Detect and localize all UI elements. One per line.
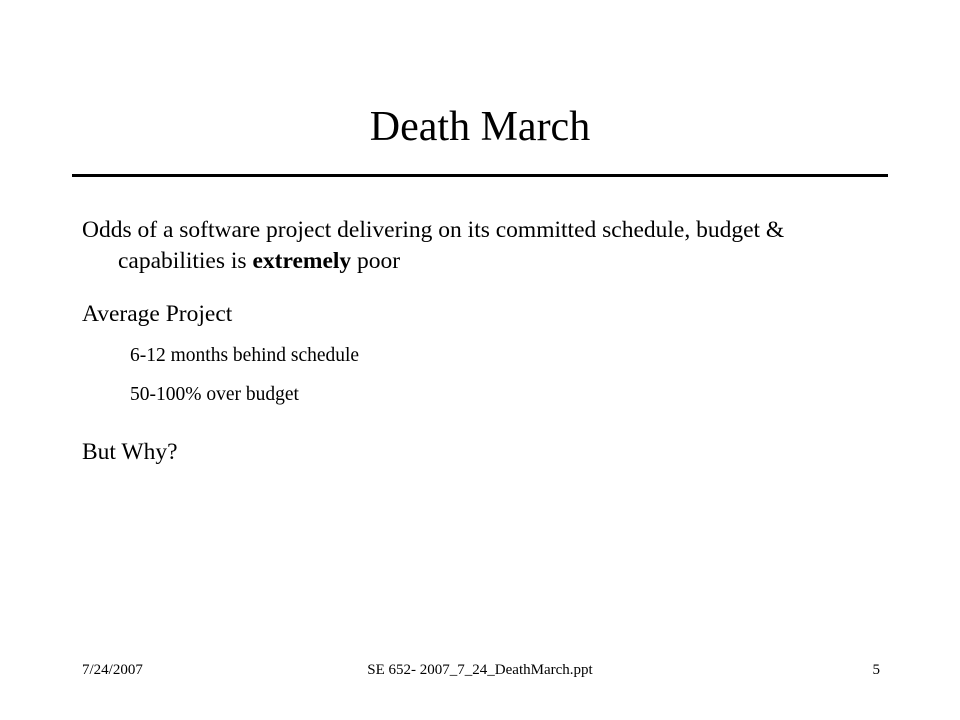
footer-page-number: 5 xyxy=(872,662,880,678)
title-divider xyxy=(72,174,888,177)
slide-title: Death March xyxy=(369,104,591,150)
bullet-odds xyxy=(82,215,892,277)
sub-bullet-budget: 50-100% over budget xyxy=(130,384,299,405)
footer-filename: SE 652- 2007_7_24_DeathMarch.ppt xyxy=(367,662,593,678)
bullet-but-why: But Why? xyxy=(82,439,178,465)
bullet-odds-line1: Odds of a software project delivering on its committed schedule, budget & xyxy=(82,217,785,243)
sub-bullet-schedule: 6-12 months behind schedule xyxy=(130,345,360,366)
bullet-odds-suffix: poor xyxy=(351,248,401,274)
bullet-average-project: Average Project xyxy=(82,301,233,327)
bullet-odds-prefix: capabilities is xyxy=(118,248,253,274)
footer-date: 7/24/2007 xyxy=(82,662,143,678)
bullet-odds-line2 xyxy=(82,246,892,277)
bullet-odds-emphasis: extremely xyxy=(252,248,352,274)
